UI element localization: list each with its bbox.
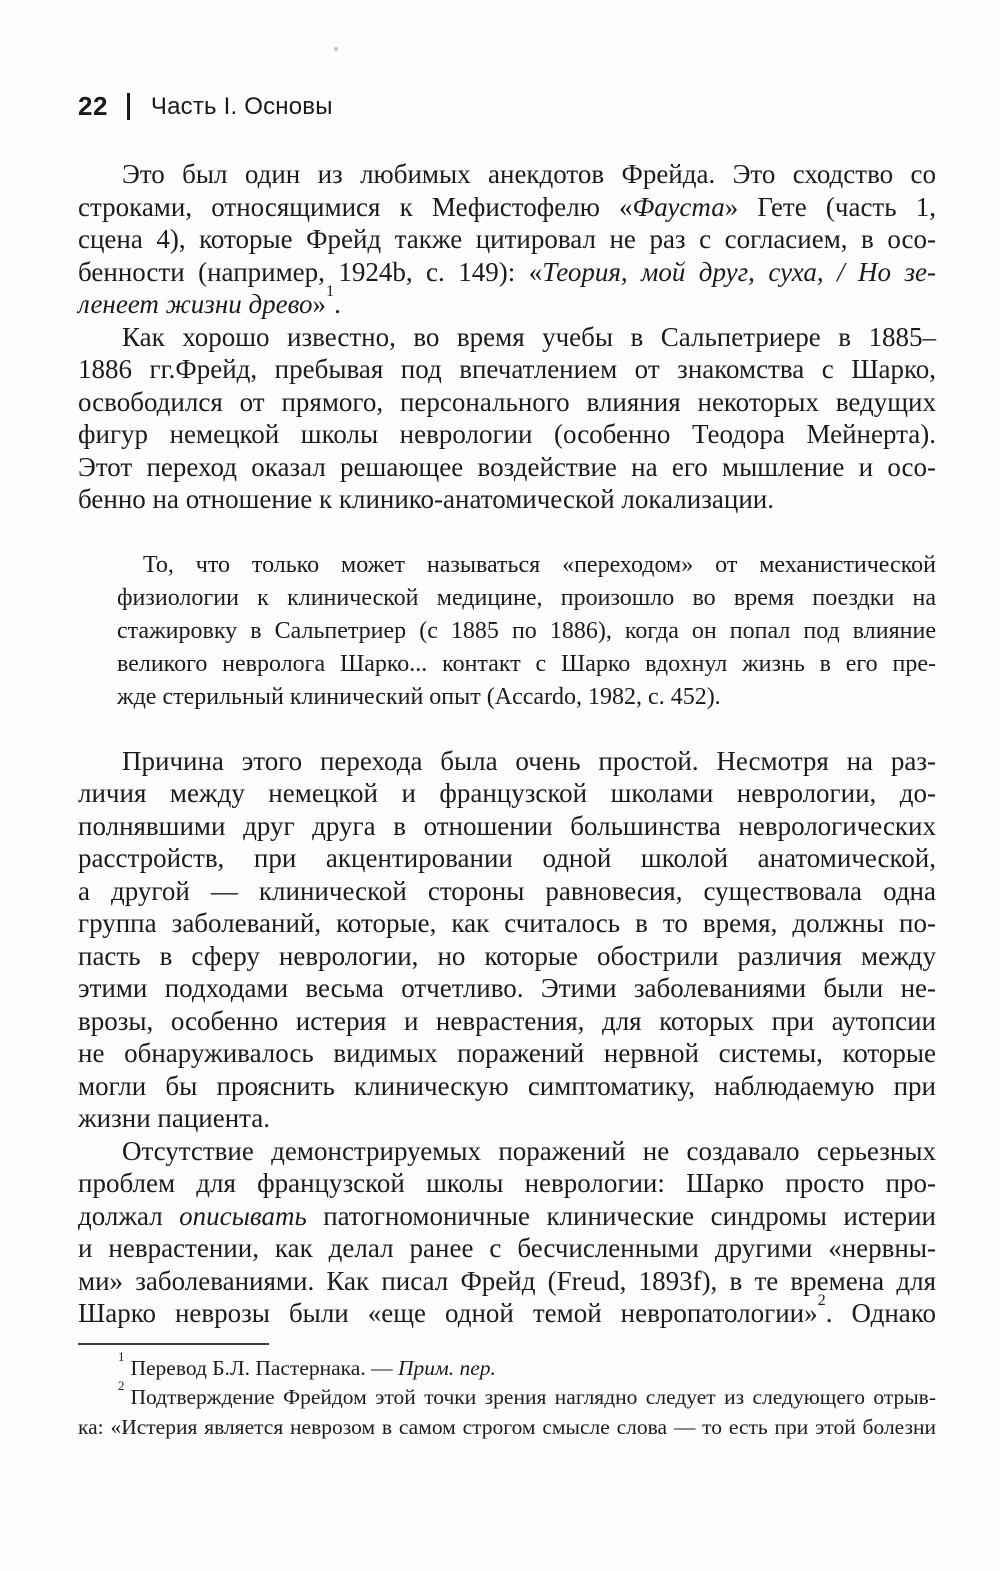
text-line xyxy=(78,281,936,321)
text-run: могли бы прояснить клиническую симптоматику, наблюдаемую при xyxy=(78,1070,936,1101)
text-run: Этот переход оказал решающее воздействие на его мышление и осо- xyxy=(78,451,936,482)
text-run: бенно на отношение к клинико-анатомической локализации. xyxy=(78,484,774,514)
footnote-marker: 1 xyxy=(325,281,335,300)
text-line xyxy=(78,1070,936,1103)
text-run: физиологии к клинической медицине, произошло во время поездки на xyxy=(117,584,936,611)
header-divider xyxy=(127,93,130,120)
section-title: Часть I. Основы xyxy=(150,92,333,120)
text-run: » Гете (часть 1, xyxy=(724,191,936,222)
text-line xyxy=(78,810,936,843)
text-content xyxy=(78,158,936,1442)
text-run: этими подходами весьма отчетливо. Этими заболеваниями были не- xyxy=(78,973,936,1003)
text-run: фигур немецкой школы неврологии (особенно Теодора Мейнерта). xyxy=(78,419,936,449)
text-run: и неврастении, как делал ранее с бесчисленными другими «нервны- xyxy=(78,1233,936,1263)
text-line xyxy=(78,1135,936,1168)
text-line xyxy=(78,418,936,451)
text-run: ка: «Истерия является неврозом в самом строгом смысле слова — то есть при этой болезни xyxy=(78,1414,936,1439)
text-run: патогномоничные клинические синдромы истерии xyxy=(306,1200,936,1231)
text-run: личия между немецкой и французской школами неврологии, до- xyxy=(78,778,936,808)
page-number: 22 xyxy=(78,91,108,121)
text-line xyxy=(78,256,936,289)
footnote xyxy=(78,1379,936,1442)
text-run: Фауста xyxy=(632,191,725,222)
text-line xyxy=(117,615,936,648)
scan-speck xyxy=(334,47,338,51)
text-run: . xyxy=(334,289,341,319)
text-line xyxy=(78,451,936,484)
footnotes-list xyxy=(78,1349,936,1443)
text-line xyxy=(78,1005,936,1038)
text-line xyxy=(117,648,936,681)
text-line xyxy=(78,1349,936,1384)
text-line xyxy=(78,875,936,908)
text-run: ленеет жизни древо xyxy=(78,289,313,319)
text-run: пасть в сферу неврологии, но которые обострили различия между xyxy=(78,940,936,971)
text-run: ми» заболеваниями. Как писал Фрейд (Freud, 1893f), в те времена для xyxy=(78,1265,936,1296)
text-line xyxy=(78,1413,936,1443)
text-run: Это был один из любимых анекдотов Фрейда. Это сходство со xyxy=(122,159,936,189)
text-run: Перевод Б.Л. Пастернака. — xyxy=(130,1355,398,1380)
text-line xyxy=(78,1232,936,1265)
text-line xyxy=(78,777,936,810)
text-run: жизни пациента. xyxy=(78,1103,271,1133)
footnotes-section xyxy=(78,1343,936,1443)
text-run: должал xyxy=(78,1200,180,1231)
text-run: . Однако xyxy=(825,1298,937,1328)
text-run: Подтверждение Фрейдом этой точки зрения наглядно следует из следующего отрыв- xyxy=(130,1385,936,1409)
footnote-marker: 2 xyxy=(817,1290,826,1309)
text-run: Шарко неврозы были «еще одной темой невропатологии» xyxy=(78,1298,818,1328)
text-run: группа заболеваний, которые, как считалось в то время, должны по- xyxy=(78,908,936,938)
text-run: Прим. пер. xyxy=(397,1355,496,1380)
text-run: не обнаруживалось видимых поражений нервной системы, которые xyxy=(78,1038,936,1068)
text-line xyxy=(78,907,936,940)
text-run: Теория, мой друг, суха, / Но зе- xyxy=(542,256,936,287)
text-line xyxy=(78,1379,936,1413)
text-run: Как хорошо известно, во время учебы в Сальпетриере в 1885– xyxy=(122,321,936,352)
text-line xyxy=(117,549,936,582)
footnote-marker: 1 xyxy=(118,1349,125,1364)
text-run: описывать xyxy=(179,1200,307,1231)
text-line xyxy=(78,1167,936,1200)
block-quote xyxy=(117,549,936,714)
text-run: строками, относящимися к Мефистофелю « xyxy=(78,191,633,222)
running-header xyxy=(78,91,333,122)
text-run: 1886 гг.Фрейд, пребывая под впечатлением от знакомства с Шарко, xyxy=(78,354,936,384)
text-run: жде стерильный клинический опыт (Accardo, 1982, с. 452). xyxy=(117,683,721,710)
text-line xyxy=(78,1102,936,1135)
text-line xyxy=(78,972,936,1005)
paragraph xyxy=(78,1135,936,1330)
text-line xyxy=(78,191,936,224)
text-line xyxy=(117,582,936,615)
paragraph xyxy=(78,745,936,1135)
footnote xyxy=(78,1349,936,1384)
text-run: расстройств, при акцентировании одной школой анатомической, xyxy=(78,843,936,873)
text-run: освободился от прямого, персонального влияния некоторых ведущих xyxy=(78,386,936,417)
text-line xyxy=(117,681,936,714)
text-run: » xyxy=(312,289,326,319)
text-run: врозы, особенно истерия и неврастения, для которых при аутопсии xyxy=(78,1005,936,1036)
text-line xyxy=(78,842,936,875)
text-line xyxy=(78,321,936,354)
text-line xyxy=(78,353,936,386)
footnote-rule xyxy=(78,1343,269,1345)
text-run: проблем для французской школы неврологии: Шарко просто про- xyxy=(78,1168,936,1198)
text-line xyxy=(78,1290,937,1330)
text-line xyxy=(78,386,936,419)
paragraph xyxy=(78,321,936,516)
text-line xyxy=(78,223,936,256)
paragraph xyxy=(78,158,936,321)
text-line xyxy=(78,1200,936,1233)
text-line xyxy=(78,1037,936,1070)
text-line xyxy=(78,483,936,516)
text-line xyxy=(78,940,936,973)
text-run: бенности (например, 1924b, с. 149): « xyxy=(78,256,543,287)
text-line xyxy=(78,158,936,191)
text-run: сцена 4), которые Фрейд также цитировал не раз с согласием, в осо- xyxy=(78,224,936,254)
text-run: великого невролога Шарко... контакт с Шарко вдохнул жизнь в его пре- xyxy=(117,650,936,677)
footnote-marker: 2 xyxy=(118,1379,125,1394)
text-line xyxy=(78,745,936,778)
text-run: Отсутствие демонстрируемых поражений не создавало серьезных xyxy=(122,1135,936,1166)
text-run: стажировку в Сальпетриер (с 1885 по 1886), когда он попал под влияние xyxy=(117,617,936,644)
text-run: полнявшими друг друга в отношении большинства неврологических xyxy=(78,810,936,841)
text-run: Причина этого перехода была очень простой. Несмотря на раз- xyxy=(122,745,936,776)
text-run: То, что только может называться «переходом» от механистической xyxy=(143,551,936,578)
text-run: а другой — клинической стороны равновесия, существовала одна xyxy=(78,875,936,906)
text-line xyxy=(78,1265,936,1298)
